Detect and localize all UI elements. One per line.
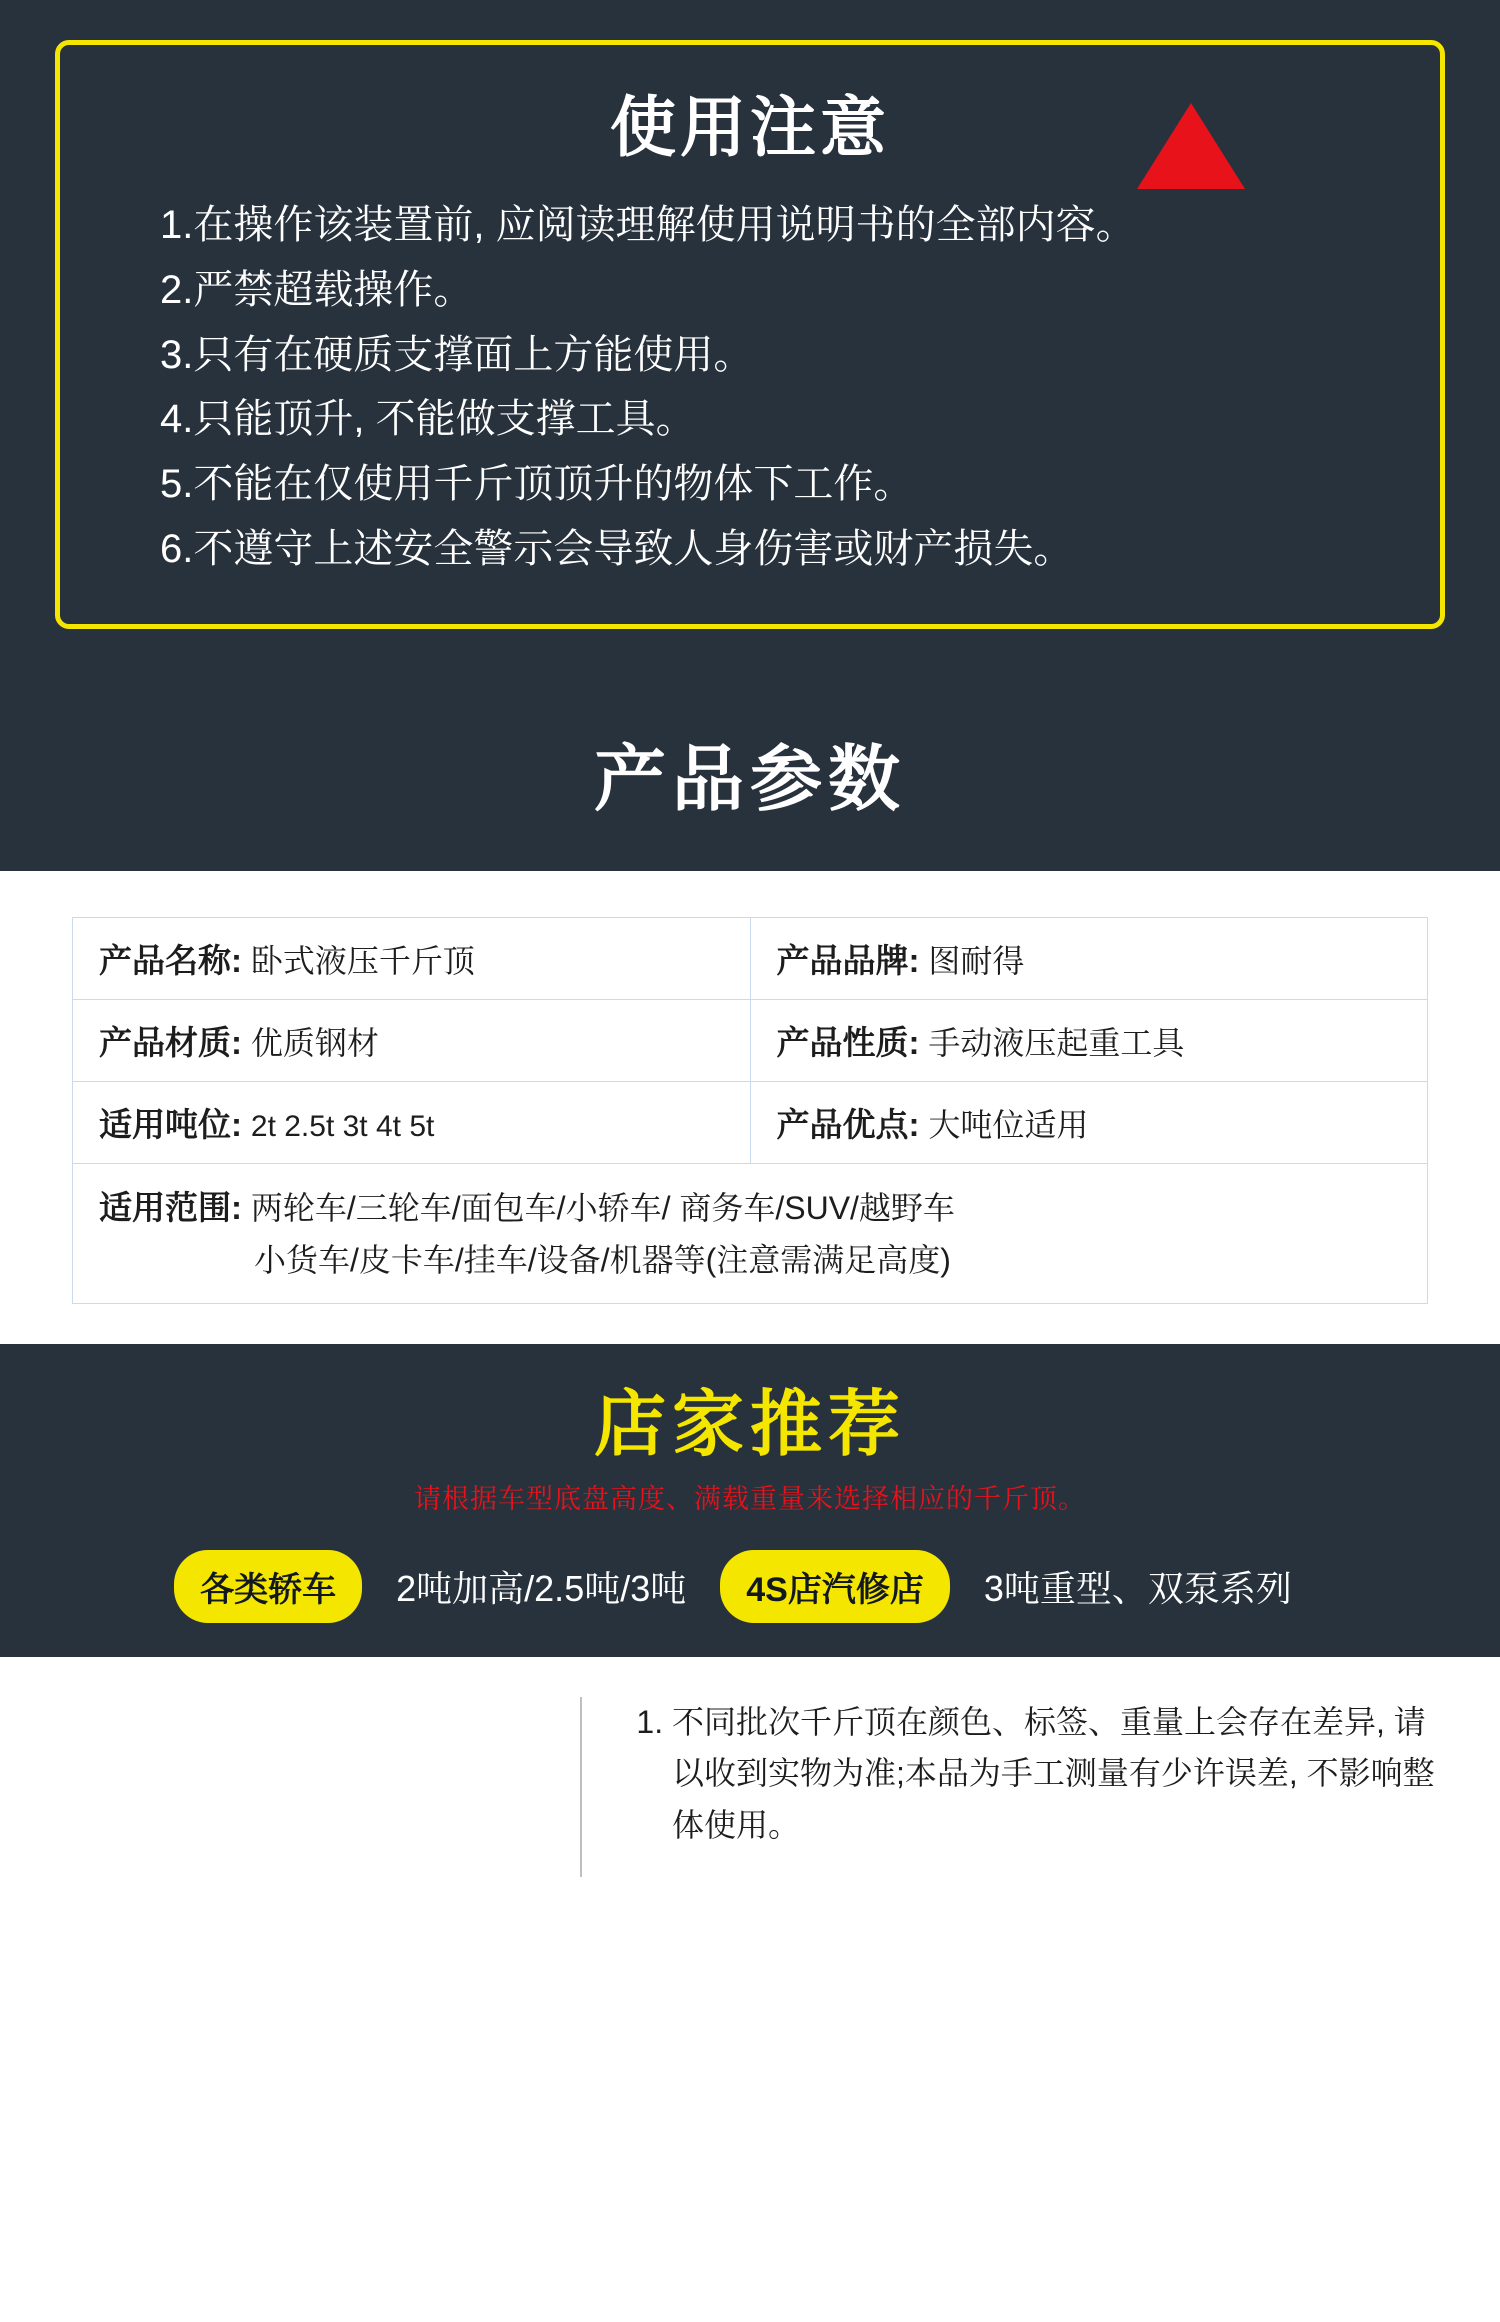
footnote-right xyxy=(582,1697,1500,1877)
param-label: 产品优点: xyxy=(776,1105,920,1143)
list-item: 3.只有在硬质支撑面上方能使用。 xyxy=(160,332,754,377)
recommend-pill-4s-shop: 4S店汽修店 xyxy=(720,1550,950,1623)
param-value-line1: 两轮车/三轮车/面包车/小轿车/ 商务车/SUV/越野车 xyxy=(250,1189,955,1226)
list-item: 6.不遵守上述安全警示会导致人身伤害或财产损失。 xyxy=(160,526,1074,571)
usage-notice-box xyxy=(55,40,1445,629)
param-value-line2: 小货车/皮卡车/挂车/设备/机器等(注意需满足高度) xyxy=(254,1241,951,1278)
param-cell-name xyxy=(73,917,751,999)
product-params-header xyxy=(0,679,1500,871)
param-cell-tonnage xyxy=(73,1081,751,1163)
usage-notice-header xyxy=(100,71,1400,183)
param-value: 2t 2.5t 3t 4t 5t xyxy=(250,1109,435,1143)
param-value: 手动液压起重工具 xyxy=(928,1024,1185,1061)
list-item: 1. 不同批次千斤顶在颜色、标签、重量上会存在差异, 请以收到实物为准;本品为手工测量有少许误差, 不影响整体使用。 xyxy=(672,1697,1440,1851)
recommend-text-4s-shop: 3吨重型、双泵系列 xyxy=(983,1568,1292,1610)
list-item: 2.严禁超载操作。 xyxy=(160,267,474,312)
param-label: 适用吨位: xyxy=(99,1105,242,1143)
param-label: 产品性质: xyxy=(776,1023,920,1061)
param-value: 卧式液压千斤顶 xyxy=(250,942,475,979)
store-recommend-section xyxy=(0,1344,1500,1657)
product-params-section xyxy=(0,679,1500,1345)
table-row xyxy=(73,917,1428,999)
footnote-left-spacer xyxy=(0,1697,582,1877)
store-recommend-subtitle: 请根据车型底盘高度、满载重量来选择相应的千斤顶。 xyxy=(414,1484,1086,1515)
param-cell-nature xyxy=(750,999,1428,1081)
param-value: 优质钢材 xyxy=(250,1024,379,1061)
warning-triangle-icon xyxy=(1137,103,1245,189)
footnote-section xyxy=(0,1657,1500,1877)
recommend-pill-cars: 各类轿车 xyxy=(174,1550,362,1623)
usage-notice-list xyxy=(100,193,1400,582)
list-item: 1.在操作该装置前, 应阅读理解使用说明书的全部内容。 xyxy=(160,203,1136,247)
usage-notice-title: 使用注意 xyxy=(610,90,890,164)
list-item: 5.不能在仅使用千斤顶顶升的物体下工作。 xyxy=(160,462,914,507)
list-item: 4.只能顶升, 不能做支撑工具。 xyxy=(160,397,696,442)
product-params-table xyxy=(72,917,1428,1305)
usage-notice-section xyxy=(0,0,1500,679)
product-params-body xyxy=(0,871,1500,1345)
param-label: 产品名称: xyxy=(99,941,242,979)
store-recommend-title: 店家推荐 xyxy=(593,1385,906,1466)
param-label: 产品品牌: xyxy=(776,941,920,979)
param-cell-scope xyxy=(73,1163,1428,1304)
recommend-text-cars: 2吨加高/2.5吨/3吨 xyxy=(396,1568,687,1610)
param-value: 图耐得 xyxy=(928,942,1025,979)
param-label: 产品材质: xyxy=(99,1023,242,1061)
param-cell-advantage xyxy=(750,1081,1428,1163)
product-params-title: 产品参数 xyxy=(593,739,906,820)
param-value: 大吨位适用 xyxy=(928,1106,1089,1143)
footnote-list xyxy=(630,1697,1440,1851)
table-row xyxy=(73,1081,1428,1163)
param-cell-material xyxy=(73,999,751,1081)
table-row xyxy=(73,999,1428,1081)
param-label: 适用范围: xyxy=(99,1188,242,1226)
table-row xyxy=(73,1163,1428,1304)
param-cell-brand xyxy=(750,917,1428,999)
store-recommend-row xyxy=(0,1550,1500,1623)
